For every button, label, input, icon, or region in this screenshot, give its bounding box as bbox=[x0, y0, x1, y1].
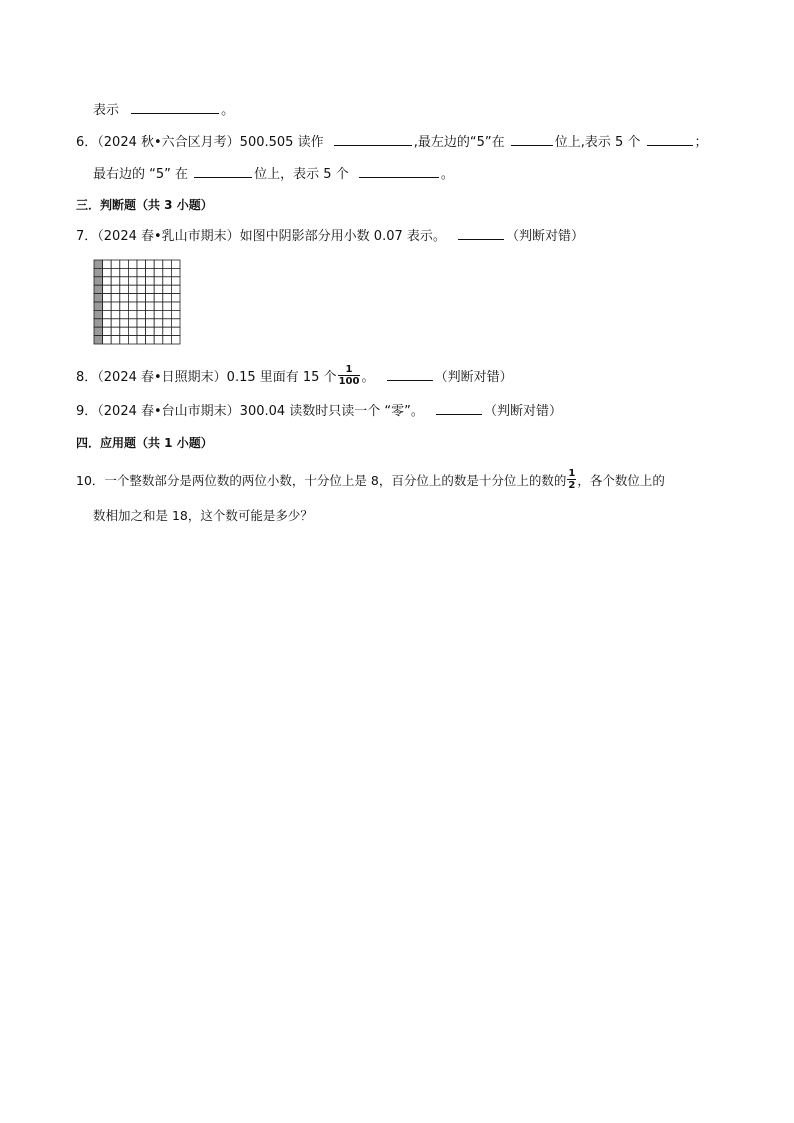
q10-line-2 bbox=[93, 507, 313, 525]
grid-cell bbox=[154, 336, 163, 344]
q8-source: （2024 春•日照期末） bbox=[97, 370, 227, 385]
grid-cell-shaded bbox=[94, 310, 103, 318]
grid-cell bbox=[137, 336, 146, 344]
grid-cell bbox=[128, 260, 137, 268]
grid-cell bbox=[163, 294, 172, 302]
grid-cell-shaded bbox=[94, 327, 103, 335]
grid-cell bbox=[171, 310, 180, 318]
grid-cell bbox=[103, 336, 112, 344]
q6-part5: 位上，表示 5 个 bbox=[254, 167, 349, 182]
grid-cell bbox=[163, 302, 172, 310]
grid-cell bbox=[137, 285, 146, 293]
q7-text: 如图中阴影部分用小数 0.07 表示。 bbox=[239, 229, 446, 244]
grid-cell bbox=[171, 285, 180, 293]
q6-left-unit-blank[interactable] bbox=[647, 133, 693, 146]
grid-cell bbox=[137, 310, 146, 318]
grid-cell bbox=[137, 260, 146, 268]
grid-cell-shaded bbox=[94, 277, 103, 285]
grid-cell bbox=[128, 268, 137, 276]
q8-fraction bbox=[338, 364, 361, 387]
q10-fraction-numerator: 1 bbox=[568, 468, 576, 479]
q10-text1: 一个整数部分是两位数的两位小数，十分位上是 8，百分位上的数是十分位上的数的 bbox=[104, 473, 567, 488]
grid-cell bbox=[128, 294, 137, 302]
grid-cell bbox=[128, 277, 137, 285]
grid-cell bbox=[163, 285, 172, 293]
grid-cell bbox=[103, 294, 112, 302]
q7-hundred-grid bbox=[93, 259, 181, 345]
grid-cell bbox=[103, 268, 112, 276]
q8-judge-blank[interactable] bbox=[387, 368, 433, 381]
section-4-heading: 四．应用题（共 1 小题） bbox=[76, 436, 213, 450]
grid-cell bbox=[146, 268, 155, 276]
q10-text2: ，各个数位上的 bbox=[577, 473, 665, 488]
grid-cell bbox=[137, 294, 146, 302]
grid-cell-shaded bbox=[94, 336, 103, 344]
grid-cell bbox=[111, 260, 120, 268]
grid-cell bbox=[171, 294, 180, 302]
q6-end1: ； bbox=[694, 135, 708, 150]
grid-cell bbox=[103, 327, 112, 335]
grid-cell bbox=[154, 268, 163, 276]
q7-source: （2024 春•乳山市期末） bbox=[97, 229, 240, 244]
grid-cell-shaded bbox=[94, 302, 103, 310]
grid-cell bbox=[146, 302, 155, 310]
grid-cell bbox=[111, 285, 120, 293]
q8-number: 8． bbox=[76, 370, 98, 385]
q8-end: 。 bbox=[361, 370, 375, 385]
grid-cell bbox=[128, 319, 137, 327]
grid-cell bbox=[120, 302, 129, 310]
grid-cell bbox=[163, 260, 172, 268]
grid-cell bbox=[128, 336, 137, 344]
q6-number: 6． bbox=[76, 135, 98, 150]
grid-cell bbox=[171, 327, 180, 335]
q7-line bbox=[76, 227, 584, 246]
q6-part1: 500.505 读作 bbox=[239, 135, 324, 150]
q5-answer-blank[interactable] bbox=[131, 101, 219, 114]
q6-source: （2024 秋•六合区月考） bbox=[97, 135, 240, 150]
grid-cell bbox=[120, 310, 129, 318]
grid-cell bbox=[154, 302, 163, 310]
grid-cell bbox=[154, 327, 163, 335]
grid-cell bbox=[154, 294, 163, 302]
q10-fraction-denominator: 2 bbox=[568, 480, 576, 491]
grid-cell bbox=[111, 294, 120, 302]
q6-part2: ,最左边的“5”在 bbox=[413, 135, 505, 150]
q7-judge-blank[interactable] bbox=[458, 227, 504, 240]
grid-cell bbox=[128, 285, 137, 293]
grid-cell bbox=[103, 285, 112, 293]
grid-cell bbox=[103, 310, 112, 318]
q9-text: 300.04 读数时只读一个 “零”。 bbox=[239, 404, 424, 419]
grid-cell bbox=[154, 319, 163, 327]
grid-cell bbox=[120, 285, 129, 293]
grid-cell bbox=[128, 310, 137, 318]
grid-cell bbox=[146, 319, 155, 327]
section-3-heading: 三．判断题（共 3 小题） bbox=[76, 198, 213, 212]
grid-cell bbox=[137, 327, 146, 335]
grid-cell bbox=[111, 336, 120, 344]
q5-text: 表示 bbox=[93, 103, 120, 118]
q5-continuation-line bbox=[93, 101, 234, 120]
q10-text3: 数相加之和是 18，这个数可能是多少？ bbox=[93, 508, 313, 523]
grid-cell bbox=[171, 319, 180, 327]
grid-cell bbox=[103, 260, 112, 268]
q6-part4: 最右边的 “5” 在 bbox=[93, 167, 189, 182]
grid-cell bbox=[120, 336, 129, 344]
q8-line bbox=[76, 366, 513, 389]
grid-cell bbox=[163, 268, 172, 276]
grid-cell-shaded bbox=[94, 285, 103, 293]
grid-cell bbox=[128, 327, 137, 335]
q9-judge: （判断对错） bbox=[484, 404, 563, 419]
grid-cell bbox=[163, 277, 172, 285]
grid-cell bbox=[120, 277, 129, 285]
q6-reading-blank[interactable] bbox=[334, 133, 412, 146]
grid-cell bbox=[111, 310, 120, 318]
grid-cell bbox=[120, 294, 129, 302]
q6-line-1 bbox=[76, 133, 708, 152]
grid-cell bbox=[103, 302, 112, 310]
grid-cell bbox=[103, 277, 112, 285]
grid-cell bbox=[111, 319, 120, 327]
q6-end2: 。 bbox=[440, 167, 454, 182]
q6-right-place-blank[interactable] bbox=[194, 165, 252, 178]
q6-part3: 位上,表示 5 个 bbox=[554, 135, 641, 150]
grid-cell bbox=[137, 268, 146, 276]
grid-cell bbox=[171, 302, 180, 310]
grid-cell bbox=[137, 319, 146, 327]
grid-cell bbox=[137, 302, 146, 310]
q6-right-unit-blank[interactable] bbox=[359, 165, 439, 178]
q7-number: 7． bbox=[76, 229, 98, 244]
grid-cell bbox=[137, 277, 146, 285]
q8-judge: （判断对错） bbox=[434, 370, 513, 385]
grid-cell-shaded bbox=[94, 319, 103, 327]
grid-cell bbox=[154, 310, 163, 318]
grid-cell bbox=[163, 319, 172, 327]
grid-cell bbox=[111, 327, 120, 335]
grid-cell bbox=[146, 336, 155, 344]
grid-cell bbox=[120, 327, 129, 335]
grid-cell bbox=[163, 336, 172, 344]
q10-fraction bbox=[567, 468, 576, 491]
grid-cell-shaded bbox=[94, 260, 103, 268]
grid-cell bbox=[154, 285, 163, 293]
q9-source: （2024 春•台山市期末） bbox=[97, 404, 240, 419]
grid-cell bbox=[163, 310, 172, 318]
grid-cell bbox=[171, 268, 180, 276]
q6-line-2 bbox=[93, 165, 454, 184]
grid-cell bbox=[146, 285, 155, 293]
q7-judge: （判断对错） bbox=[506, 229, 585, 244]
grid-cell bbox=[111, 277, 120, 285]
q10-number: 10． bbox=[76, 473, 105, 488]
grid-cell bbox=[154, 277, 163, 285]
q9-number: 9． bbox=[76, 404, 98, 419]
q8-text: 0.15 里面有 15 个 bbox=[226, 370, 337, 385]
grid-cell bbox=[120, 268, 129, 276]
grid-cell bbox=[146, 260, 155, 268]
grid-cell bbox=[103, 319, 112, 327]
q8-fraction-denominator: 100 bbox=[338, 376, 360, 387]
grid-cell-shaded bbox=[94, 294, 103, 302]
q9-judge-blank[interactable] bbox=[436, 402, 482, 415]
grid-cell bbox=[171, 336, 180, 344]
q9-line bbox=[76, 402, 562, 421]
grid-cell bbox=[146, 327, 155, 335]
q6-left-place-blank[interactable] bbox=[511, 133, 553, 146]
q8-fraction-numerator: 1 bbox=[345, 364, 353, 375]
grid-cell bbox=[171, 260, 180, 268]
grid-cell bbox=[128, 302, 137, 310]
grid-cell bbox=[120, 319, 129, 327]
grid-cell bbox=[163, 327, 172, 335]
grid-cell bbox=[111, 302, 120, 310]
grid-cell bbox=[120, 260, 129, 268]
grid-cell bbox=[154, 260, 163, 268]
q5-end: 。 bbox=[221, 103, 235, 118]
grid-cell bbox=[171, 277, 180, 285]
grid-cell bbox=[146, 294, 155, 302]
q10-line-1 bbox=[76, 470, 665, 493]
grid-cell bbox=[146, 277, 155, 285]
grid-cell-shaded bbox=[94, 268, 103, 276]
grid-cell bbox=[111, 268, 120, 276]
grid-cell bbox=[146, 310, 155, 318]
